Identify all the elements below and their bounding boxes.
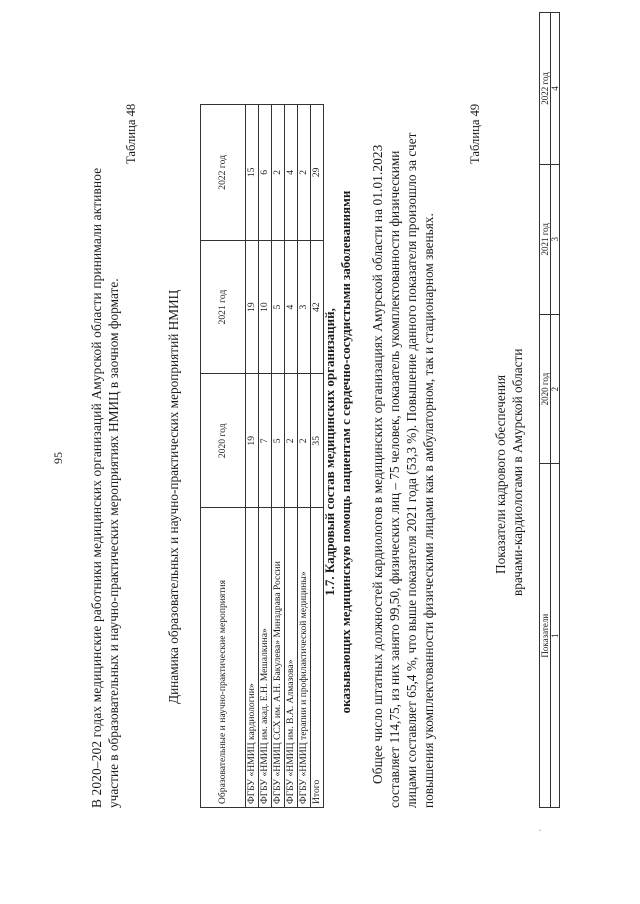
table-cell: 6 — [259, 105, 272, 241]
table48-header-cell: 2021 год — [201, 240, 246, 374]
table-cell: ФГБУ «НМИЦ им. В.А. Алмазова» — [285, 508, 298, 808]
table-cell: 29 — [311, 105, 324, 241]
section-paragraph-line-4: повышения укомплектованности физическими лицами как в амбулаторном, так и стационарном звеньях. — [421, 213, 436, 808]
table49-header-cell: 2022 год — [540, 13, 551, 165]
table-cell: 19 — [246, 240, 259, 374]
page-number: 95 — [51, 452, 65, 464]
table49-header-cell: 2020 год — [540, 314, 551, 464]
table-row — [298, 105, 311, 808]
table-cell: 2 — [272, 105, 285, 241]
table-cell: 10 — [259, 240, 272, 374]
table-cell: ФГБУ «НМИЦ кардиологии» — [246, 508, 259, 808]
table-cell: ФГБУ «НМИЦ ССХ им. А.Н. Бакулева» Минздрава России — [272, 508, 285, 808]
table-cell: 5 — [272, 374, 285, 508]
table-cell: 19 — [246, 374, 259, 508]
table-row — [551, 13, 560, 808]
table49-header-row — [540, 13, 551, 808]
table48-header-cell: 2022 год — [201, 105, 246, 241]
table48-caption: Таблица 48 — [124, 103, 138, 164]
table-cell: 2 — [285, 374, 298, 508]
intro-line-2: участие в образовательных и научно-практических мероприятиях НМИЦ в заочном формате. — [106, 278, 121, 808]
table-cell: 4 — [285, 105, 298, 241]
section-paragraph-line-3: лицами составляет 65,4 %, что выше показателя 2021 года (53,3 %). Повышение данного показателя произошло за счет — [404, 132, 419, 808]
intro-line-1: В 2020–202 годах медицинские работники медицинских организаций Амурской области принимали активное — [89, 167, 104, 808]
table-cell: 15 — [246, 105, 259, 241]
table-row — [246, 105, 259, 808]
table-cell: 3 — [551, 164, 560, 314]
table49-title-line-1: Показатели кадрового обеспечения — [493, 374, 508, 574]
section-heading-line-1: 1.7. Кадровый состав медицинских организаций, — [322, 308, 337, 596]
table-cell: 5 — [272, 240, 285, 374]
table-cell: ФГБУ «НМИЦ им. акад. Е.Н. Мешалкина» — [259, 508, 272, 808]
table48 — [200, 104, 324, 808]
table49-header-cell: 2021 год — [540, 164, 551, 314]
table49-title-line-2: врачами-кардиологами в Амурской области — [510, 348, 525, 596]
table-cell: 3 — [298, 240, 311, 374]
scan-mark: ` — [539, 828, 550, 832]
table-cell: ФГБУ «НМИЦ терапии и профилактической медицины» — [298, 508, 311, 808]
section-paragraph-line-1: Общее число штатных должностей кардиологов в медицинских организациях Амурской области на 01.01.2023 — [370, 144, 385, 784]
table-cell: 42 — [311, 240, 324, 374]
table-cell: 35 — [311, 374, 324, 508]
table49 — [539, 12, 560, 808]
table-row — [259, 105, 272, 808]
table-cell: Итого — [311, 508, 324, 808]
table-cell: 4 — [551, 13, 560, 165]
table48-header-cell: 2020 год — [201, 374, 246, 508]
table-cell: 1 — [551, 464, 560, 808]
table-cell: 2 — [551, 314, 560, 464]
table48-header-cell: Образовательные и научно-практические мероприятия — [201, 508, 246, 808]
table-row — [285, 105, 298, 808]
table48-title: Динамика образовательных и научно-практических мероприятий НМИЦ — [166, 289, 181, 704]
table49-header-cell: Показатели — [540, 464, 551, 808]
table48-header-row — [201, 105, 246, 808]
section-paragraph-line-2: составляет 114,75, из них занято 99,50, физических лиц – 75 человек, показатель укомплектованности физическими — [387, 150, 402, 808]
table-cell: 2 — [298, 374, 311, 508]
table49-caption: Таблица 49 — [468, 103, 482, 164]
section-heading-line-2: оказывающих медицинскую помощь пациентам с сердечно-сосудистыми заболеваниями — [338, 190, 353, 714]
table-cell: 7 — [259, 374, 272, 508]
table-row — [272, 105, 285, 808]
table-cell: 2 — [298, 105, 311, 241]
table-cell: 4 — [285, 240, 298, 374]
